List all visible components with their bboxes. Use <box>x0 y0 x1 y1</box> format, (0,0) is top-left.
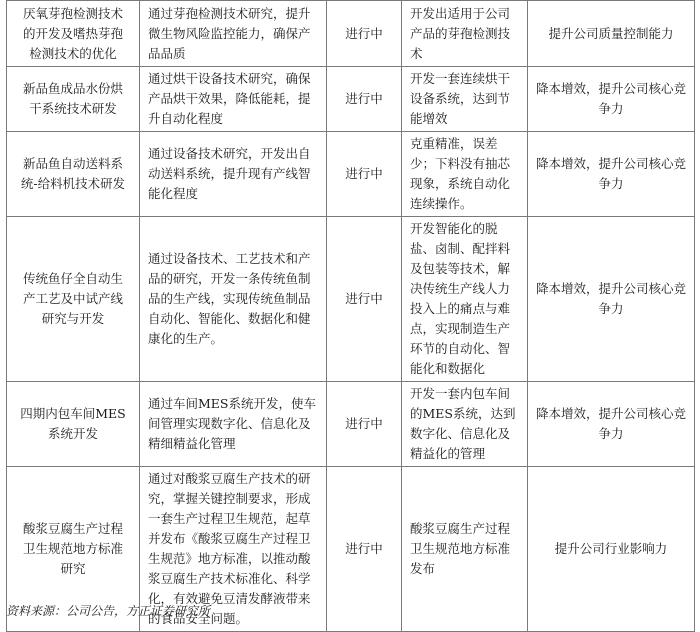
project-progress-cell: 进行中 <box>327 67 402 132</box>
project-name-cell: 四期内包车间MES系统开发 <box>7 382 140 467</box>
project-goal-cell: 通过车间MES系统开发，使车间管理实现数字化、信息化及精细精益化管理 <box>140 382 327 467</box>
table-row <box>7 132 695 217</box>
table-row <box>7 67 695 132</box>
project-impact-cell: 提升公司行业影响力 <box>528 467 695 632</box>
project-goal-cell: 通过对酸浆豆腐生产技术的研究，掌握关键控制要求，形成一套生产过程卫生规范，起草并发布《酸浆豆腐生产过程卫生规范》地方标准，以推动酸浆豆腐生产技术标准化、科学化，有效避免豆清发酵液带来的食品安全问题。 <box>140 467 327 632</box>
project-name-cell: 传统鱼仔全自动生产工艺及中试产线研究与开发 <box>7 217 140 382</box>
project-name-cell: 新品鱼成品水份烘干系统技术研发 <box>7 67 140 132</box>
project-impact-cell: 降本增效，提升公司核心竞争力 <box>528 382 695 467</box>
project-progress-cell: 进行中 <box>327 467 402 632</box>
project-goal-cell: 通过设备技术研究，开发出自动送料系统，提升现有产线智能化程度 <box>140 132 327 217</box>
project-impact-cell: 降本增效，提升公司核心竞争力 <box>528 67 695 132</box>
project-progress-cell: 进行中 <box>327 132 402 217</box>
project-progress-cell: 进行中 <box>327 382 402 467</box>
rnd-projects-table <box>6 0 695 632</box>
project-target-cell: 酸浆豆腐生产过程卫生规范地方标准发布 <box>402 467 528 632</box>
project-target-cell: 开发一套连续烘干设备系统，达到节能增效 <box>402 67 528 132</box>
project-progress-cell: 进行中 <box>327 217 402 382</box>
project-name-cell: 酸浆豆腐生产过程卫生规范地方标准研究 <box>7 467 140 632</box>
project-impact-cell: 降本增效，提升公司核心竞争力 <box>528 132 695 217</box>
table-row <box>7 217 695 382</box>
project-impact-cell: 提升公司质量控制能力 <box>528 1 695 67</box>
project-name-cell: 厌氧芽孢检测技术的开发及嗜热芽孢检测技术的优化 <box>7 1 140 67</box>
project-name-cell: 新品鱼自动送料系统-给料机技术研发 <box>7 132 140 217</box>
project-goal-cell: 通过芽孢检测技术研究，提升微生物风险监控能力，确保产品品质 <box>140 1 327 67</box>
table-row <box>7 1 695 67</box>
table-row <box>7 382 695 467</box>
project-target-cell: 开发智能化的脱盐、卤制、配拌料及包装等技术，解决传统生产线人力投入上的痛点与难点，实现制造生产环节的自动化、智能化和数据化 <box>402 217 528 382</box>
project-impact-cell: 降本增效，提升公司核心竞争力 <box>528 217 695 382</box>
project-progress-cell: 进行中 <box>327 1 402 67</box>
project-target-cell: 开发出适用于公司产品的芽孢检测技术 <box>402 1 528 67</box>
project-goal-cell: 通过烘干设备技术研究，确保产品烘干效果，降低能耗，提升自动化程度 <box>140 67 327 132</box>
project-target-cell: 克重精准，误差少；下料没有抽芯现象，系统自动化连续操作。 <box>402 132 528 217</box>
project-goal-cell: 通过设备技术、工艺技术和产品的研究，开发一条传统鱼制品的生产线，实现传统鱼制品自动化、智能化、数据化和健康化的生产。 <box>140 217 327 382</box>
source-note: 资料来源：公司公告，方正证券研究所 <box>6 604 211 618</box>
project-target-cell: 开发一套内包车间的MES系统，达到数字化、信息化及精益化的管理 <box>402 382 528 467</box>
